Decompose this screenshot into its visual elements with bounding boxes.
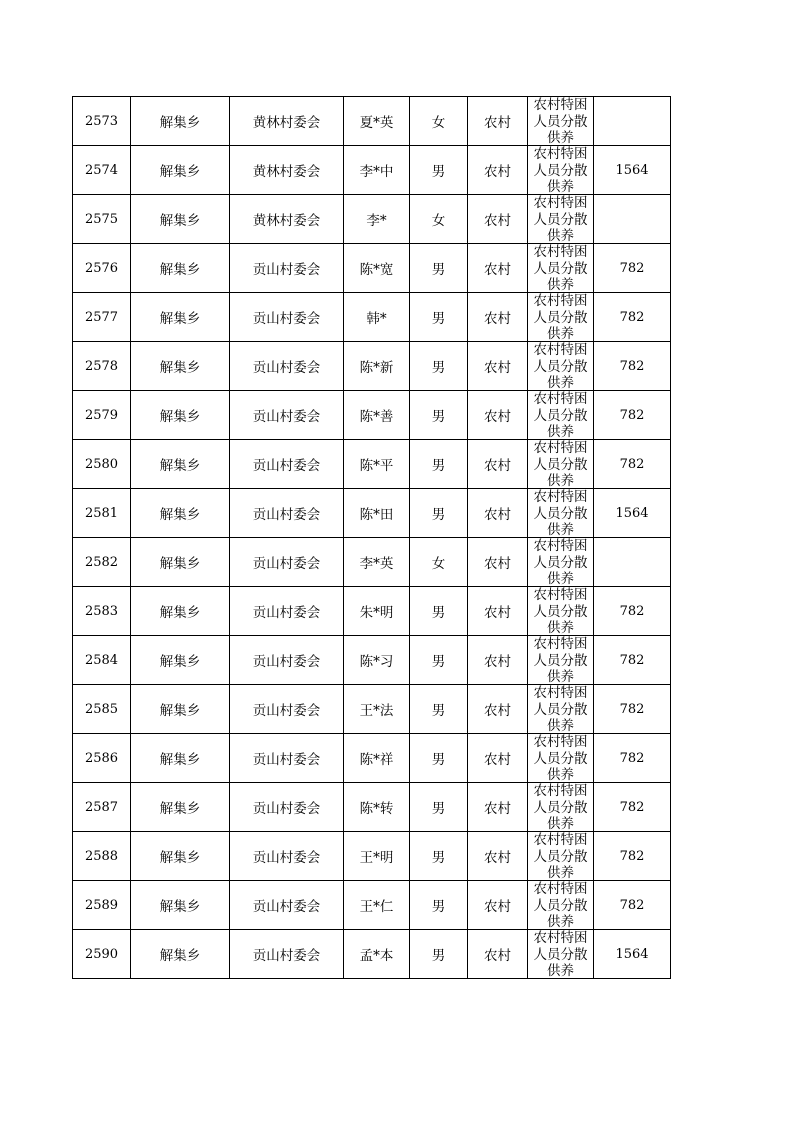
support-category-line: 人员分散 [533, 946, 588, 963]
support-category-line: 农村特困 [533, 538, 588, 554]
gender-cell: 男 [410, 930, 468, 979]
serial-number-cell: 2588 [73, 832, 131, 881]
township-cell: 解集乡 [131, 97, 230, 146]
support-category-line: 供养 [547, 228, 574, 243]
support-category-text [528, 538, 593, 586]
support-category-text [528, 734, 593, 782]
support-category-line: 人员分散 [533, 750, 588, 767]
amount-cell: 782 [594, 832, 671, 881]
support-category-line: 农村特困 [533, 440, 588, 456]
area-type-cell: 农村 [468, 146, 528, 195]
support-category-line: 农村特困 [533, 685, 588, 701]
village-committee-cell: 贡山村委会 [230, 734, 344, 783]
amount-cell: 1564 [594, 489, 671, 538]
village-committee-cell: 贡山村委会 [230, 930, 344, 979]
support-category-line: 人员分散 [533, 113, 588, 130]
township-cell: 解集乡 [131, 783, 230, 832]
village-committee-cell: 贡山村委会 [230, 587, 344, 636]
person-name-cell: 陈*田 [344, 489, 410, 538]
person-name-cell: 王*法 [344, 685, 410, 734]
amount-cell [594, 195, 671, 244]
support-category-line: 农村特困 [533, 391, 588, 407]
amount-cell: 782 [594, 685, 671, 734]
person-name-cell: 孟*本 [344, 930, 410, 979]
support-category-text [528, 244, 593, 292]
support-category-line: 供养 [547, 522, 574, 537]
support-category-line: 农村特困 [533, 930, 588, 946]
support-category-line: 供养 [547, 277, 574, 292]
gender-cell: 男 [410, 146, 468, 195]
area-type-cell: 农村 [468, 881, 528, 930]
serial-number-cell: 2581 [73, 489, 131, 538]
serial-number-cell: 2585 [73, 685, 131, 734]
gender-cell: 男 [410, 734, 468, 783]
village-committee-cell: 贡山村委会 [230, 440, 344, 489]
serial-number-cell: 2576 [73, 244, 131, 293]
serial-number-cell: 2577 [73, 293, 131, 342]
table-row [73, 391, 671, 440]
support-category-line: 农村特困 [533, 783, 588, 799]
support-category-line: 人员分散 [533, 848, 588, 865]
area-type-cell: 农村 [468, 587, 528, 636]
village-committee-cell: 贡山村委会 [230, 244, 344, 293]
area-type-cell: 农村 [468, 195, 528, 244]
support-category-line: 人员分散 [533, 162, 588, 179]
support-category-line: 人员分散 [533, 554, 588, 571]
support-category-cell [528, 636, 594, 685]
gender-cell: 男 [410, 489, 468, 538]
support-category-text [528, 489, 593, 537]
support-category-line: 供养 [547, 571, 574, 586]
support-category-cell [528, 881, 594, 930]
township-cell: 解集乡 [131, 244, 230, 293]
support-category-text [528, 930, 593, 978]
gender-cell: 男 [410, 391, 468, 440]
village-committee-cell: 贡山村委会 [230, 881, 344, 930]
village-committee-cell: 贡山村委会 [230, 538, 344, 587]
area-type-cell: 农村 [468, 293, 528, 342]
gender-cell: 男 [410, 685, 468, 734]
support-category-line: 供养 [547, 963, 574, 978]
serial-number-cell: 2583 [73, 587, 131, 636]
township-cell: 解集乡 [131, 538, 230, 587]
person-name-cell: 王*仁 [344, 881, 410, 930]
person-name-cell: 李* [344, 195, 410, 244]
person-name-cell: 李*英 [344, 538, 410, 587]
area-type-cell: 农村 [468, 489, 528, 538]
person-name-cell: 陈*宽 [344, 244, 410, 293]
gender-cell: 男 [410, 244, 468, 293]
amount-cell: 782 [594, 734, 671, 783]
village-committee-cell: 黄林村委会 [230, 146, 344, 195]
area-type-cell: 农村 [468, 832, 528, 881]
support-category-line: 农村特困 [533, 881, 588, 897]
table-row [73, 195, 671, 244]
township-cell: 解集乡 [131, 489, 230, 538]
person-name-cell: 韩* [344, 293, 410, 342]
table-body [73, 97, 671, 979]
support-category-text [528, 440, 593, 488]
table-row [73, 636, 671, 685]
support-category-line: 人员分散 [533, 603, 588, 620]
relief-roster-table [72, 96, 671, 979]
amount-cell: 782 [594, 391, 671, 440]
amount-cell: 782 [594, 293, 671, 342]
support-category-line: 农村特困 [533, 832, 588, 848]
table-row [73, 881, 671, 930]
area-type-cell: 农村 [468, 783, 528, 832]
table-row [73, 734, 671, 783]
gender-cell: 男 [410, 832, 468, 881]
support-category-cell [528, 489, 594, 538]
township-cell: 解集乡 [131, 832, 230, 881]
gender-cell: 女 [410, 195, 468, 244]
support-category-line: 农村特困 [533, 97, 588, 113]
gender-cell: 男 [410, 783, 468, 832]
support-category-line: 人员分散 [533, 211, 588, 228]
serial-number-cell: 2574 [73, 146, 131, 195]
village-committee-cell: 贡山村委会 [230, 489, 344, 538]
village-committee-cell: 黄林村委会 [230, 97, 344, 146]
township-cell: 解集乡 [131, 636, 230, 685]
person-name-cell: 陈*习 [344, 636, 410, 685]
person-name-cell: 陈*转 [344, 783, 410, 832]
table-row [73, 293, 671, 342]
township-cell: 解集乡 [131, 734, 230, 783]
area-type-cell: 农村 [468, 391, 528, 440]
support-category-text [528, 342, 593, 390]
person-name-cell: 李*中 [344, 146, 410, 195]
serial-number-cell: 2573 [73, 97, 131, 146]
township-cell: 解集乡 [131, 293, 230, 342]
village-committee-cell: 贡山村委会 [230, 832, 344, 881]
gender-cell: 男 [410, 293, 468, 342]
support-category-line: 农村特困 [533, 293, 588, 309]
support-category-cell [528, 685, 594, 734]
area-type-cell: 农村 [468, 538, 528, 587]
person-name-cell: 王*明 [344, 832, 410, 881]
support-category-text [528, 587, 593, 635]
amount-cell: 782 [594, 342, 671, 391]
support-category-line: 供养 [547, 767, 574, 782]
support-category-line: 农村特困 [533, 195, 588, 211]
table-row [73, 489, 671, 538]
support-category-text [528, 293, 593, 341]
gender-cell: 女 [410, 538, 468, 587]
amount-cell: 782 [594, 881, 671, 930]
table-row [73, 342, 671, 391]
support-category-line: 供养 [547, 865, 574, 880]
support-category-line: 供养 [547, 424, 574, 439]
person-name-cell: 陈*祥 [344, 734, 410, 783]
gender-cell: 女 [410, 97, 468, 146]
gender-cell: 男 [410, 587, 468, 636]
support-category-cell [528, 930, 594, 979]
support-category-text [528, 195, 593, 243]
amount-cell [594, 97, 671, 146]
table-row [73, 685, 671, 734]
serial-number-cell: 2580 [73, 440, 131, 489]
amount-cell: 1564 [594, 146, 671, 195]
village-committee-cell: 贡山村委会 [230, 783, 344, 832]
support-category-text [528, 685, 593, 733]
village-committee-cell: 贡山村委会 [230, 685, 344, 734]
amount-cell: 1564 [594, 930, 671, 979]
support-category-line: 供养 [547, 130, 574, 145]
table-row [73, 244, 671, 293]
support-category-line: 农村特困 [533, 734, 588, 750]
table-row [73, 440, 671, 489]
area-type-cell: 农村 [468, 244, 528, 293]
support-category-text [528, 97, 593, 145]
support-category-line: 人员分散 [533, 505, 588, 522]
gender-cell: 男 [410, 881, 468, 930]
support-category-line: 人员分散 [533, 799, 588, 816]
support-category-line: 农村特困 [533, 342, 588, 358]
table-row [73, 832, 671, 881]
support-category-text [528, 881, 593, 929]
support-category-line: 供养 [547, 375, 574, 390]
serial-number-cell: 2578 [73, 342, 131, 391]
serial-number-cell: 2584 [73, 636, 131, 685]
township-cell: 解集乡 [131, 587, 230, 636]
township-cell: 解集乡 [131, 881, 230, 930]
gender-cell: 男 [410, 342, 468, 391]
amount-cell: 782 [594, 783, 671, 832]
township-cell: 解集乡 [131, 342, 230, 391]
village-committee-cell: 贡山村委会 [230, 636, 344, 685]
support-category-line: 供养 [547, 816, 574, 831]
amount-cell: 782 [594, 244, 671, 293]
support-category-line: 供养 [547, 718, 574, 733]
support-category-line: 供养 [547, 914, 574, 929]
township-cell: 解集乡 [131, 391, 230, 440]
serial-number-cell: 2582 [73, 538, 131, 587]
amount-cell: 782 [594, 440, 671, 489]
village-committee-cell: 黄林村委会 [230, 195, 344, 244]
support-category-cell [528, 587, 594, 636]
area-type-cell: 农村 [468, 342, 528, 391]
support-category-text [528, 146, 593, 194]
area-type-cell: 农村 [468, 636, 528, 685]
support-category-line: 人员分散 [533, 358, 588, 375]
support-category-text [528, 783, 593, 831]
support-category-line: 人员分散 [533, 897, 588, 914]
amount-cell [594, 538, 671, 587]
support-category-line: 供养 [547, 473, 574, 488]
township-cell: 解集乡 [131, 146, 230, 195]
support-category-cell [528, 342, 594, 391]
table-row [73, 783, 671, 832]
village-committee-cell: 贡山村委会 [230, 391, 344, 440]
township-cell: 解集乡 [131, 195, 230, 244]
support-category-line: 人员分散 [533, 260, 588, 277]
support-category-cell [528, 97, 594, 146]
support-category-cell [528, 734, 594, 783]
serial-number-cell: 2589 [73, 881, 131, 930]
table-row [73, 587, 671, 636]
support-category-cell [528, 783, 594, 832]
person-name-cell: 朱*明 [344, 587, 410, 636]
area-type-cell: 农村 [468, 734, 528, 783]
township-cell: 解集乡 [131, 440, 230, 489]
gender-cell: 男 [410, 440, 468, 489]
table-row [73, 97, 671, 146]
serial-number-cell: 2575 [73, 195, 131, 244]
person-name-cell: 夏*英 [344, 97, 410, 146]
support-category-line: 人员分散 [533, 407, 588, 424]
support-category-line: 人员分散 [533, 652, 588, 669]
person-name-cell: 陈*平 [344, 440, 410, 489]
table-row [73, 930, 671, 979]
support-category-line: 农村特困 [533, 636, 588, 652]
serial-number-cell: 2587 [73, 783, 131, 832]
support-category-line: 供养 [547, 669, 574, 684]
person-name-cell: 陈*新 [344, 342, 410, 391]
support-category-line: 供养 [547, 179, 574, 194]
support-category-cell [528, 244, 594, 293]
support-category-line: 农村特困 [533, 489, 588, 505]
support-category-line: 供养 [547, 620, 574, 635]
support-category-line: 人员分散 [533, 701, 588, 718]
support-category-cell [528, 440, 594, 489]
support-category-line: 农村特困 [533, 244, 588, 260]
support-category-cell [528, 195, 594, 244]
support-category-cell [528, 146, 594, 195]
amount-cell: 782 [594, 587, 671, 636]
area-type-cell: 农村 [468, 97, 528, 146]
support-category-cell [528, 538, 594, 587]
table-row [73, 538, 671, 587]
village-committee-cell: 贡山村委会 [230, 293, 344, 342]
area-type-cell: 农村 [468, 440, 528, 489]
serial-number-cell: 2579 [73, 391, 131, 440]
table-row [73, 146, 671, 195]
area-type-cell: 农村 [468, 930, 528, 979]
support-category-line: 农村特困 [533, 587, 588, 603]
support-category-cell [528, 832, 594, 881]
person-name-cell: 陈*善 [344, 391, 410, 440]
support-category-line: 人员分散 [533, 456, 588, 473]
village-committee-cell: 贡山村委会 [230, 342, 344, 391]
serial-number-cell: 2590 [73, 930, 131, 979]
support-category-text [528, 832, 593, 880]
support-category-cell [528, 391, 594, 440]
amount-cell: 782 [594, 636, 671, 685]
support-category-line: 人员分散 [533, 309, 588, 326]
township-cell: 解集乡 [131, 685, 230, 734]
serial-number-cell: 2586 [73, 734, 131, 783]
gender-cell: 男 [410, 636, 468, 685]
support-category-line: 农村特困 [533, 146, 588, 162]
support-category-text [528, 391, 593, 439]
township-cell: 解集乡 [131, 930, 230, 979]
support-category-cell [528, 293, 594, 342]
support-category-text [528, 636, 593, 684]
area-type-cell: 农村 [468, 685, 528, 734]
support-category-line: 供养 [547, 326, 574, 341]
